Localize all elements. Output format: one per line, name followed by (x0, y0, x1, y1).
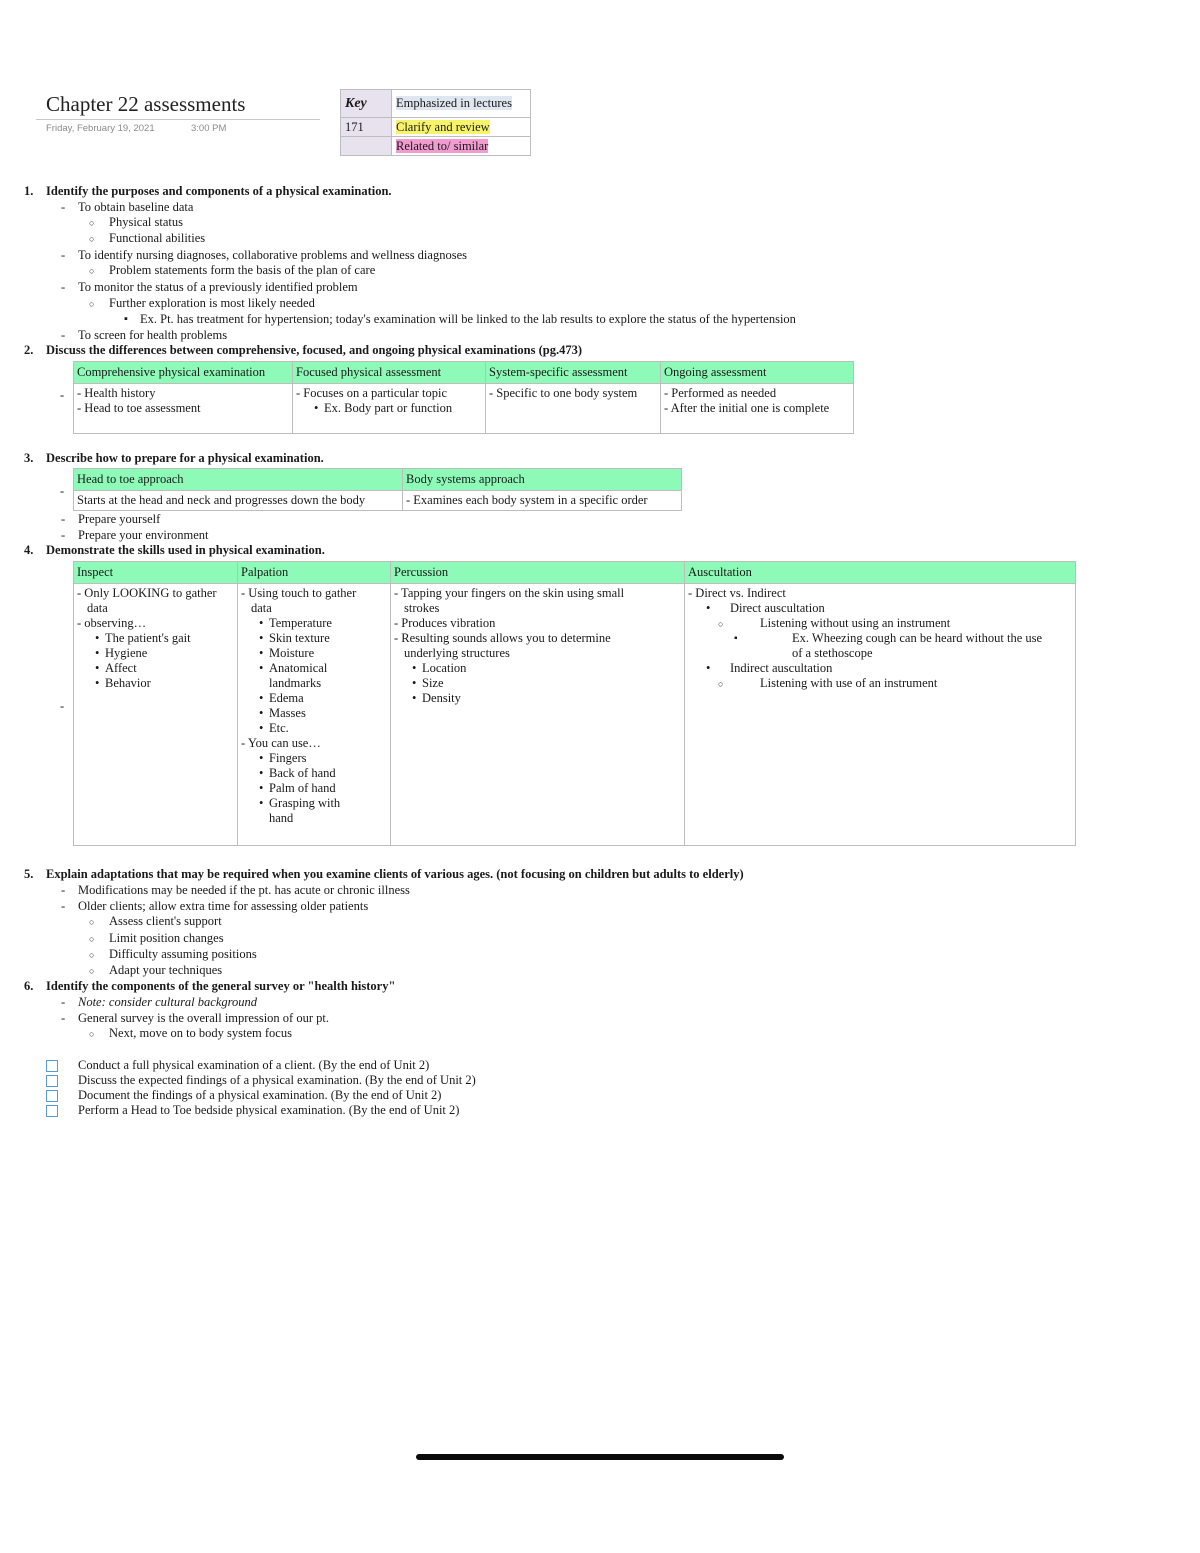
list-item: ○ Physical status (109, 215, 183, 230)
page-date: Friday, February 19, 2021 (46, 123, 155, 134)
table-cell: - Specific to one body system (486, 384, 661, 434)
list-item: - Prepare your environment (78, 528, 209, 543)
checkbox[interactable] (46, 1060, 58, 1072)
table-header: System-specific assessment (486, 362, 661, 384)
list-item: ○ Next, move on to body system focus (109, 1026, 292, 1041)
list-item: - Older clients; allow extra time for assessing older patients (78, 899, 368, 914)
checkbox[interactable] (46, 1075, 58, 1087)
table-cell: - Health history - Head to toe assessment (74, 384, 293, 434)
list-item: ○ Difficulty assuming positions (109, 947, 257, 962)
checkbox[interactable] (46, 1105, 58, 1117)
list-item: - General survey is the overall impression of our pt. (78, 1011, 329, 1026)
table-header: Ongoing assessment (661, 362, 854, 384)
list-item: ○ Further exploration is most likely needed (109, 296, 315, 311)
table-cell: Starts at the head and neck and progresses down the body (74, 491, 403, 511)
checkbox[interactable] (46, 1090, 58, 1102)
list-item: ○ Problem statements form the basis of the plan of care (109, 263, 375, 278)
home-indicator[interactable] (416, 1454, 784, 1460)
list-item: - To identify nursing diagnoses, collaborative problems and wellness diagnoses (78, 248, 467, 263)
approach-table (73, 468, 682, 511)
table-header: Focused physical assessment (293, 362, 486, 384)
table-cell: - Performed as needed - After the initial one is complete (661, 384, 854, 434)
exam-types-table (73, 361, 854, 434)
list-item: ○ Functional abilities (109, 231, 205, 246)
table-cell: - Examines each body system in a specific order (403, 491, 682, 511)
key-emphasized: Emphasized in lectures (396, 96, 512, 110)
table-header: Auscultation (685, 562, 1076, 584)
list-item: - To monitor the status of a previously identified problem (78, 280, 358, 295)
list-item: - To screen for health problems (78, 328, 227, 343)
table-header: Palpation (238, 562, 391, 584)
section-number: 4. (24, 543, 34, 557)
table-header: Comprehensive physical examination (74, 362, 293, 384)
list-item: - Prepare yourself (78, 512, 160, 527)
section-heading: Demonstrate the skills used in physical examination. (46, 543, 325, 557)
list-item: - Note: consider cultural background (78, 995, 257, 1010)
list-item: ○ Adapt your techniques (109, 963, 222, 978)
table-header: Body systems approach (403, 469, 682, 491)
section-heading: Describe how to prepare for a physical examination. (46, 451, 324, 465)
table-header: Percussion (391, 562, 685, 584)
section-heading: Explain adaptations that may be required when you examine clients of various ages. (not focusing on children but adults to elderly) (46, 867, 744, 881)
section-heading: Identify the purposes and components of a physical examination. (46, 184, 392, 198)
palpation-cell: - Using touch to gather data • Temperature • Skin texture • Moisture • Anatomical landmarks • Edema • Masses • Etc. - You can use… • Fingers • Back of hand • Palm of hand • Grasping with hand (238, 584, 391, 846)
page-time: 3:00 PM (191, 123, 227, 134)
checklist-item: Perform a Head to Toe bedside physical examination. (By the end of Unit 2) (78, 1103, 460, 1117)
percussion-cell: - Tapping your fingers on the skin using small strokes - Produces vibration - Resulting sounds allows you to determine underlying structures • Location • Size • Density (391, 584, 685, 846)
auscultation-cell: - Direct vs. Indirect • Direct auscultation ○ Listening without using an instrument ▪ Ex. Wheezing cough can be heard without the use of a stethoscope • Indirect auscultation ○ Listening with use of an instrument (685, 584, 1076, 846)
exam-skills-table (73, 561, 1076, 846)
list-item: - Modifications may be needed if the pt. has acute or chronic illness (78, 883, 410, 898)
key-clarify: Clarify and review (396, 119, 490, 134)
page-title: Chapter 22 assessments (46, 92, 246, 116)
checklist-item: Discuss the expected findings of a physical examination. (By the end of Unit 2) (78, 1073, 476, 1087)
section-number: 3. (24, 451, 34, 465)
section-heading: Discuss the differences between comprehensive, focused, and ongoing physical examinations (pg.473) (46, 343, 583, 357)
list-item: ○ Assess client's support (109, 914, 222, 929)
key-related: Related to/ similar (396, 138, 489, 153)
section-number: 6. (24, 979, 34, 993)
section-number: 5. (24, 867, 34, 881)
list-item: ○ Limit position changes (109, 931, 224, 946)
section-number: 2. (24, 343, 34, 357)
checklist-item: Document the findings of a physical examination. (By the end of Unit 2) (78, 1088, 442, 1102)
table-cell: - Focuses on a particular topic • Ex. Body part or function (293, 384, 486, 434)
key-page-ref: 171 (341, 118, 392, 137)
checklist-item: Conduct a full physical examination of a client. (By the end of Unit 2) (78, 1058, 430, 1072)
key-header: Key (341, 90, 392, 118)
inspect-cell: - Only LOOKING to gather data - observing… • The patient's gait • Hygiene • Affect • Behavior (74, 584, 238, 846)
list-item: ▪ Ex. Pt. has treatment for hypertension; today's examination will be linked to the lab results to explore the status of the hypertension (140, 312, 796, 327)
table-header: Head to toe approach (74, 469, 403, 491)
list-item: - To obtain baseline data (78, 200, 193, 215)
title-divider (36, 119, 320, 120)
section-heading: Identify the components of the general survey or "health history" (46, 979, 396, 993)
table-header: Inspect (74, 562, 238, 584)
section-number: 1. (24, 184, 34, 198)
color-key-table (340, 89, 531, 156)
